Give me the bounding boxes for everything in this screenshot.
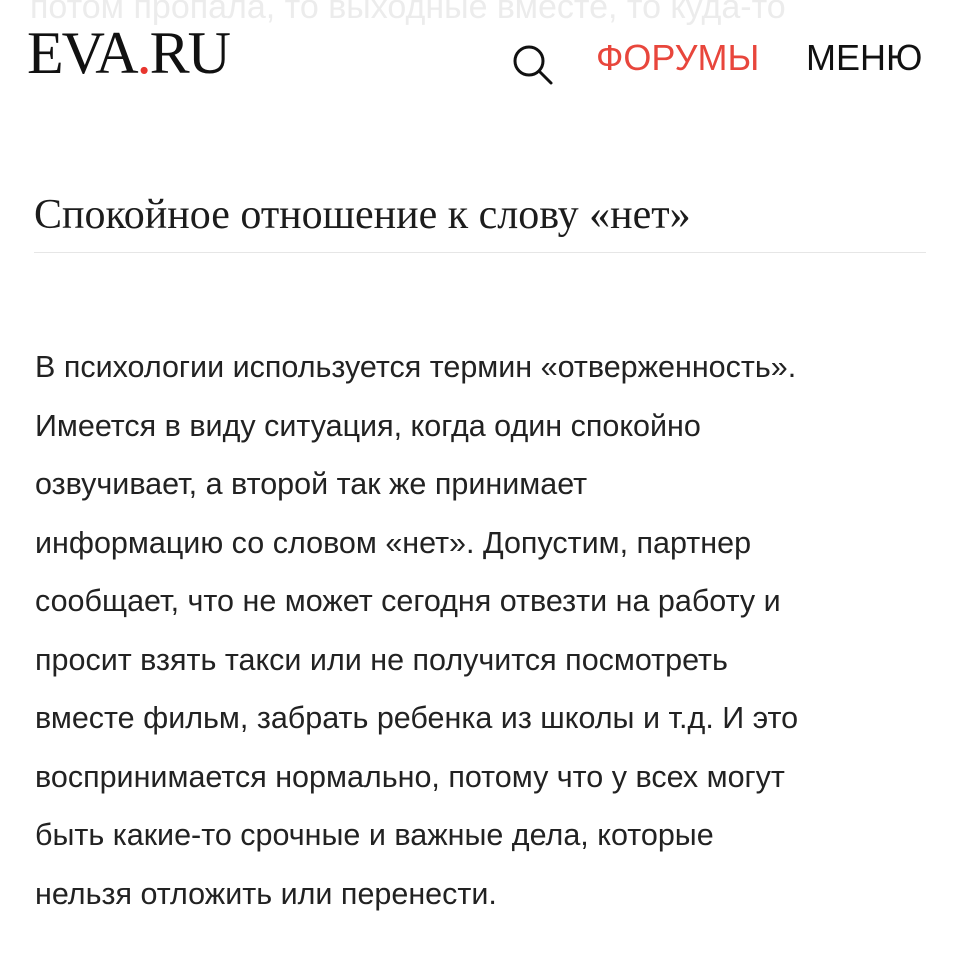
site-header xyxy=(0,0,960,100)
logo-text-eva: EVA xyxy=(27,20,137,86)
logo-text-ru: RU xyxy=(149,20,229,86)
logo-dot: . xyxy=(136,20,150,86)
previous-content-text: потом пропала, то выходные вместе, то куда-то xyxy=(30,0,786,26)
body-line: нельзя отложить или перенести. xyxy=(35,876,497,911)
article-title: Спокойное отношение к слову «нет» xyxy=(34,192,691,238)
body-line: быть какие-то срочные и важные дела, которые xyxy=(35,818,714,852)
body-line: вместе фильм, забрать ребенка из школы и т.д. И это xyxy=(35,701,799,735)
nav-forums-link[interactable]: ФОРУМЫ xyxy=(596,37,760,78)
site-logo[interactable] xyxy=(27,18,229,88)
search-button[interactable] xyxy=(510,42,554,86)
body-line: озвучивает, а второй так же принимает xyxy=(35,467,588,501)
search-icon xyxy=(510,42,554,86)
article-body xyxy=(35,338,935,923)
body-line: информацию со словом «нет». Допустим, партнер xyxy=(35,525,752,560)
nav-menu-button[interactable]: МЕНЮ xyxy=(806,37,923,78)
body-line: просит взять такси или не получится посмотреть xyxy=(35,642,728,677)
body-line: сообщает, что не может сегодня отвезти на работу и xyxy=(35,584,781,618)
body-line: В психологии используется термин «отверженность». xyxy=(35,350,797,384)
body-line: воспринимается нормально, потому что у всех могут xyxy=(35,759,785,794)
title-divider xyxy=(34,252,926,253)
body-line: Имеется в виду ситуация, когда один спокойно xyxy=(35,408,701,443)
